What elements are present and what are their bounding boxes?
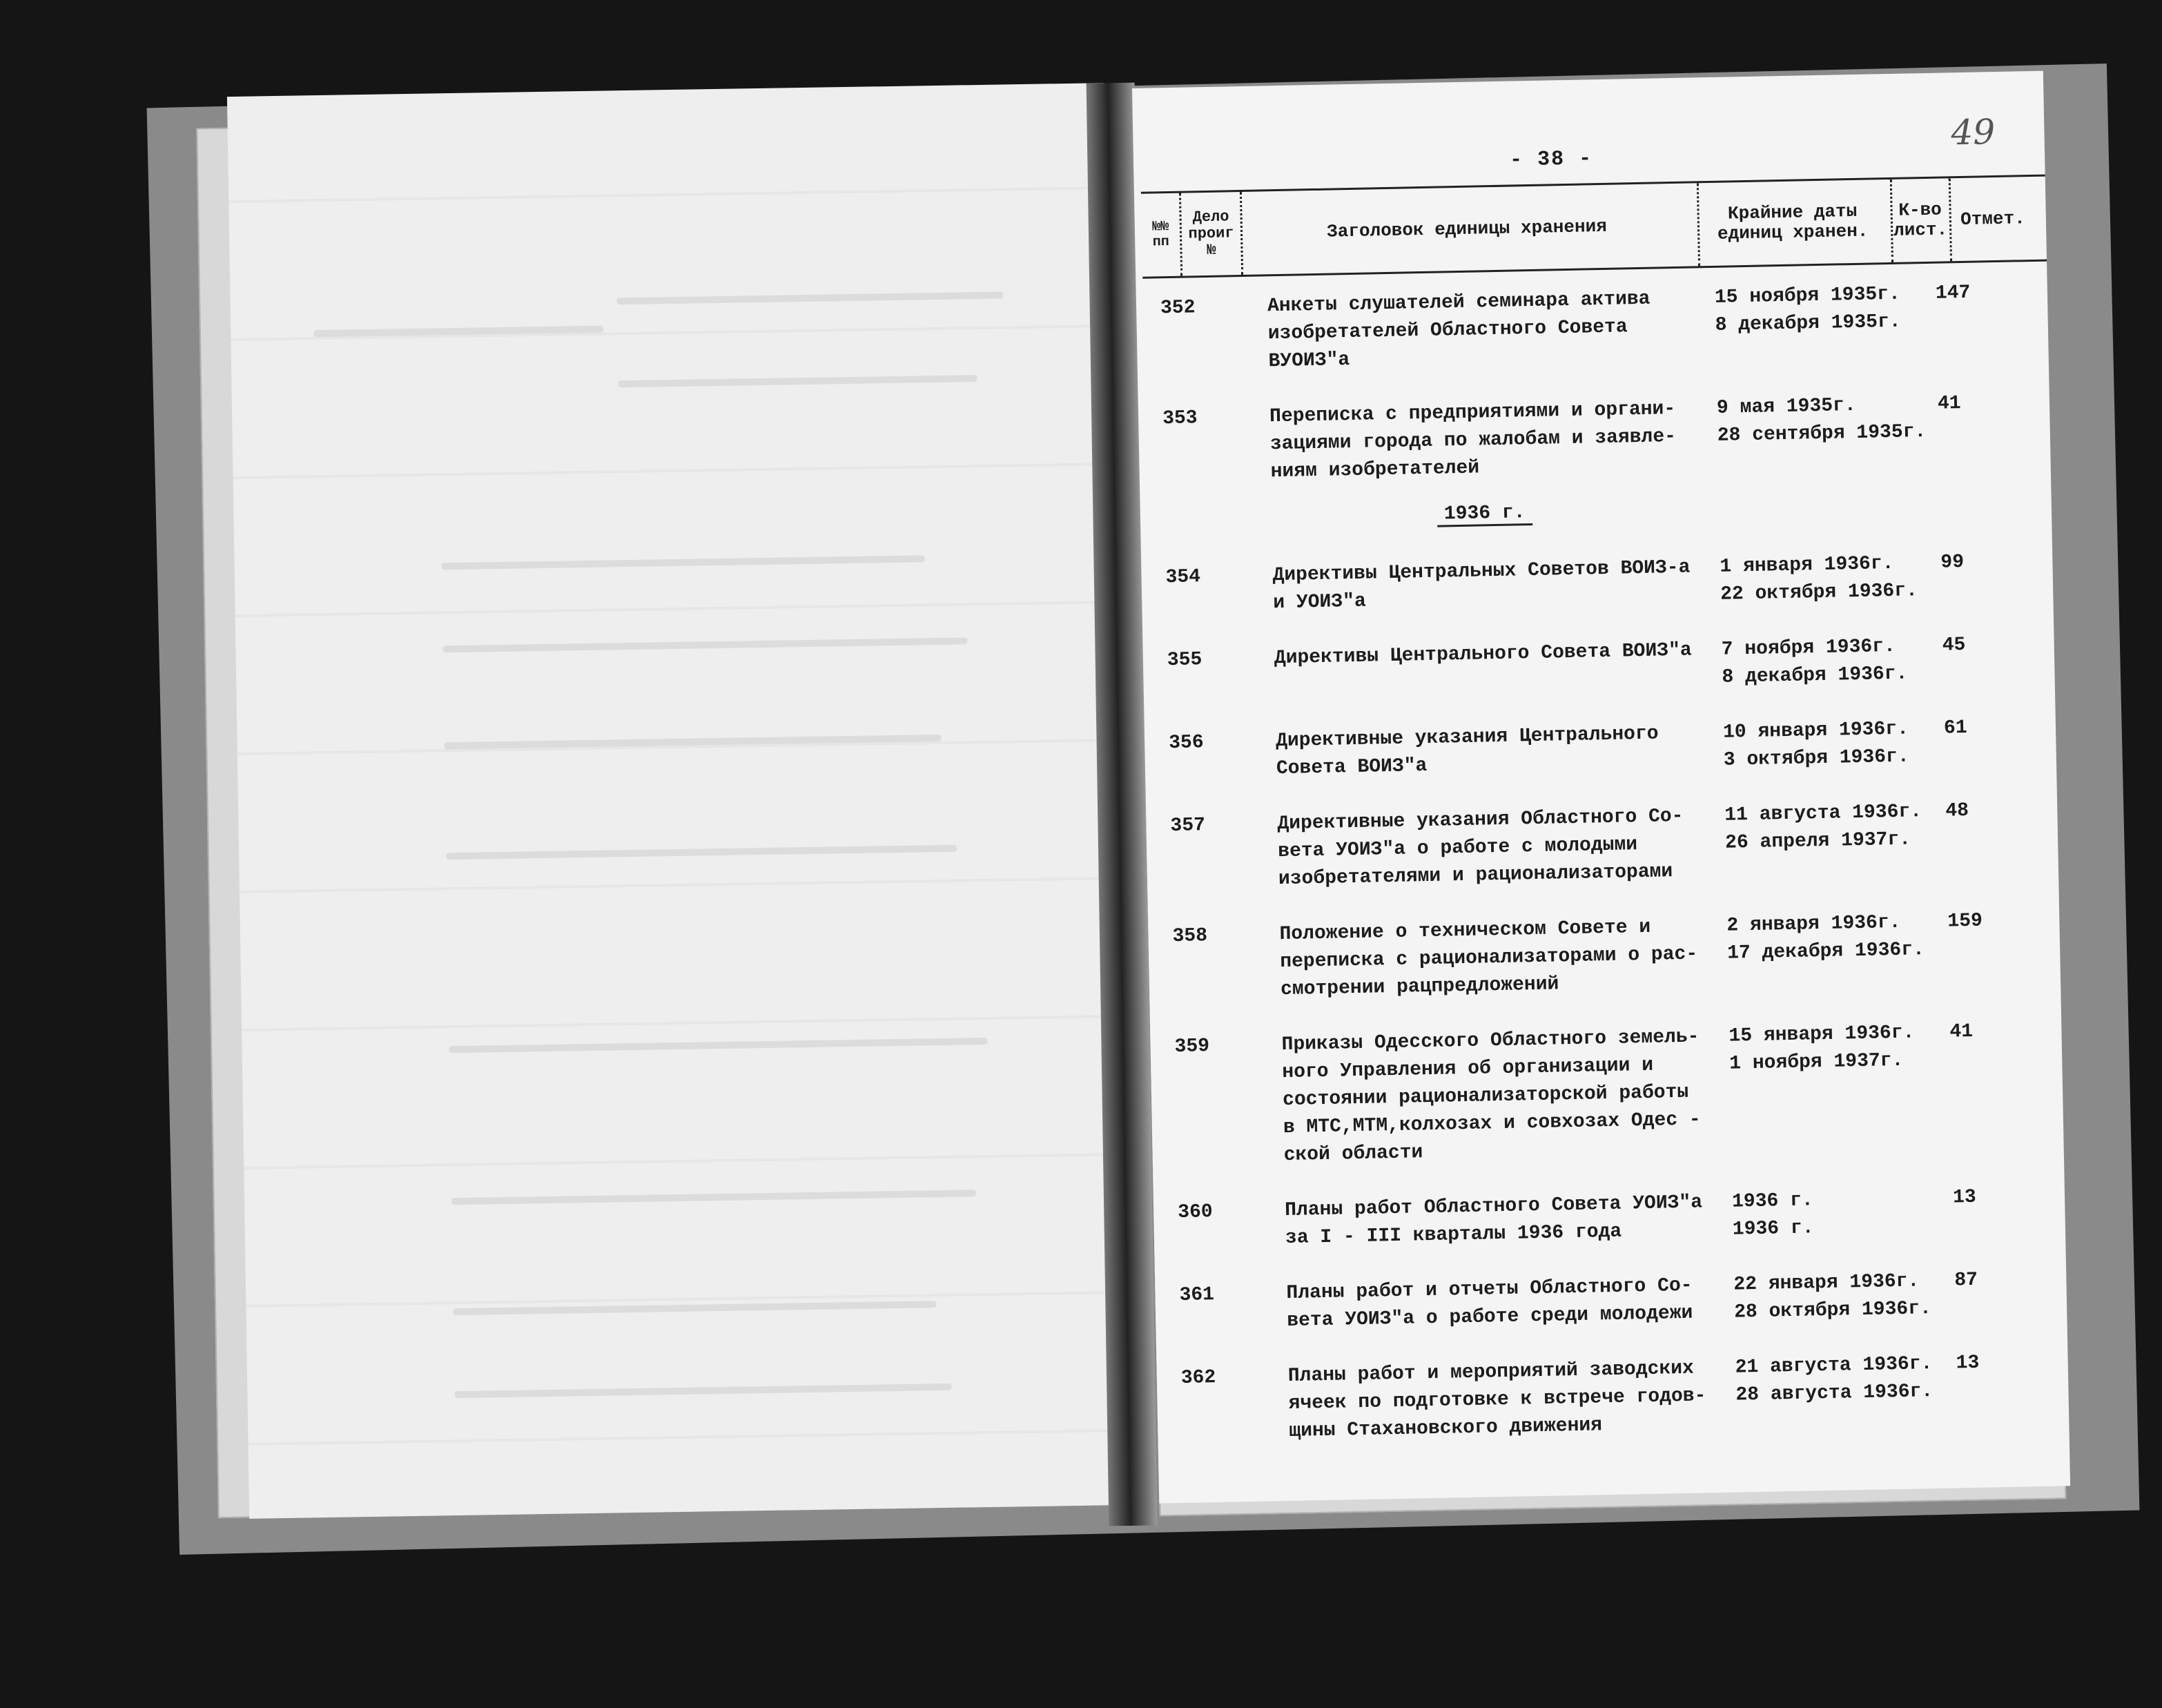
row-title-line: Директивные указания Центрального xyxy=(1275,723,1659,753)
row-title-line: за I - III кварталы 1936 года xyxy=(1285,1221,1622,1250)
row-title-line: состоянии рационализаторской работы xyxy=(1282,1081,1689,1112)
row-title-line: переписка с рационализаторами о рас- xyxy=(1280,943,1698,973)
row-date-start: 1 января 1936г. xyxy=(1720,552,1894,578)
table-row xyxy=(1151,713,2049,780)
row-title-line: ячеек по подготовке к встрече годов- xyxy=(1288,1385,1706,1415)
row-dates xyxy=(1732,1184,1954,1243)
row-title-line: Директивы Центральных Советов ВОИЗ-а xyxy=(1272,556,1691,587)
row-date-end: 17 декабря 1936г. xyxy=(1726,939,1925,964)
row-title xyxy=(1286,1272,1728,1335)
row-number: 360 xyxy=(1177,1201,1213,1224)
row-title xyxy=(1279,913,1722,1004)
row-title xyxy=(1277,802,1720,893)
row-dates xyxy=(1733,1267,1955,1326)
row-title-line: в МТС,МТМ,колхозах и совхозах Одес - xyxy=(1283,1109,1702,1139)
row-number: 362 xyxy=(1180,1367,1216,1389)
row-date-start: 2 января 1936г. xyxy=(1726,911,1901,937)
row-date-end: 26 апреля 1937г. xyxy=(1724,828,1911,854)
row-title xyxy=(1269,395,1713,486)
header-dates: Крайние даты единиц хранен. xyxy=(1717,201,1869,244)
row-title-line: ниям изобретателей xyxy=(1270,457,1480,483)
row-sheet-count: 13 xyxy=(1952,1186,1976,1209)
row-date-start: 15 ноября 1935г. xyxy=(1714,283,1901,309)
row-date-start: 1936 г. xyxy=(1731,1190,1814,1213)
row-title-line: изобретателями и рационализаторами xyxy=(1278,861,1673,891)
row-title-line: Директивы Центрального Совета ВОИЗ"а xyxy=(1274,639,1692,670)
row-sheet-count: 41 xyxy=(1949,1020,1974,1043)
row-title-line: Директивные указания Областного Со- xyxy=(1277,805,1684,835)
row-title-line: щины Стахановского движения xyxy=(1289,1415,1603,1442)
table-row xyxy=(1148,547,2045,614)
row-title xyxy=(1276,719,1718,783)
table-row xyxy=(1155,906,2052,1001)
header-number: №№ пп xyxy=(1152,219,1170,251)
row-number: 354 xyxy=(1165,566,1201,589)
row-dates xyxy=(1726,909,1948,968)
left-page-blank xyxy=(227,83,1126,1519)
handwritten-sheet-number: 49 xyxy=(1950,112,1996,153)
row-number: 353 xyxy=(1162,407,1198,430)
row-title xyxy=(1272,554,1715,617)
row-title-line: изобретателей Областного Совета xyxy=(1267,316,1628,345)
row-date-start: 10 января 1936г. xyxy=(1722,718,1909,744)
row-date-start: 15 января 1936г. xyxy=(1728,1022,1915,1047)
row-sheet-count: 61 xyxy=(1943,717,1967,739)
row-number: 361 xyxy=(1179,1284,1215,1307)
row-dates xyxy=(1717,391,1938,450)
row-title-line: вета УОИЗ"а о работе с молодыми xyxy=(1277,834,1638,863)
row-title xyxy=(1285,1189,1727,1252)
row-sheet-count: 13 xyxy=(1956,1352,1980,1375)
row-title-line: вета УОИЗ"а о работе среди молодежи xyxy=(1287,1302,1693,1332)
table-header xyxy=(1141,175,2047,279)
row-date-end: 1936 г. xyxy=(1732,1217,1814,1241)
header-case: Дело проиг № xyxy=(1188,208,1234,260)
row-number: 352 xyxy=(1160,297,1196,320)
row-title xyxy=(1274,637,1717,672)
row-dates xyxy=(1735,1350,1956,1409)
row-title-line: зациями города по жалобам и заявле- xyxy=(1269,425,1677,456)
row-date-end: 28 октября 1936г. xyxy=(1733,1298,1932,1323)
row-sheet-count: 41 xyxy=(1937,393,1961,415)
header-notes: Отмет. xyxy=(1960,207,2025,230)
row-title xyxy=(1267,284,1711,376)
row-date-end: 8 декабря 1936г. xyxy=(1722,663,1908,688)
row-sheet-count: 45 xyxy=(1942,634,1966,657)
row-title-line: и УОИЗ"а xyxy=(1273,590,1367,614)
row-number: 355 xyxy=(1167,649,1202,672)
row-date-end: 3 октября 1936г. xyxy=(1723,746,1909,771)
row-title-line: Приказы Одесского Областного земель- xyxy=(1281,1026,1700,1056)
row-title-line: смотрении рацпредложений xyxy=(1280,973,1559,1001)
table-row xyxy=(1162,1265,2059,1332)
row-sheet-count: 48 xyxy=(1945,799,1969,822)
year-section-heading: 1936 г. xyxy=(1437,502,1532,527)
row-dates xyxy=(1724,798,1946,857)
row-number: 359 xyxy=(1174,1036,1210,1058)
row-sheet-count: 159 xyxy=(1947,910,1983,933)
row-date-start: 22 января 1936г. xyxy=(1733,1270,1920,1296)
table-row xyxy=(1153,796,2050,891)
row-number: 357 xyxy=(1170,815,1206,837)
row-date-end: 1 ноября 1937г. xyxy=(1728,1049,1904,1075)
row-date-end: 22 октября 1936г. xyxy=(1720,580,1918,605)
row-title-line: ской области xyxy=(1283,1142,1423,1167)
row-date-end: 8 декабря 1935г. xyxy=(1715,311,1901,336)
row-date-start: 11 августа 1936г. xyxy=(1724,801,1922,826)
table-row xyxy=(1164,1348,2061,1442)
row-dates xyxy=(1720,550,1941,609)
row-sheet-count: 87 xyxy=(1954,1269,1978,1292)
right-page xyxy=(1132,71,2070,1504)
row-sheet-count: 99 xyxy=(1940,551,1965,574)
table-row xyxy=(1157,1017,2054,1167)
table-row xyxy=(1150,630,2047,688)
row-date-start: 7 ноября 1936г. xyxy=(1721,635,1896,661)
row-date-start: 21 августа 1936г. xyxy=(1735,1353,1933,1379)
table-row xyxy=(1145,389,2043,483)
row-title-line: Переписка с предприятиями и органи- xyxy=(1269,398,1676,428)
row-dates xyxy=(1721,632,1942,692)
row-title xyxy=(1287,1355,1731,1446)
row-dates xyxy=(1715,280,1936,340)
row-date-start: 9 мая 1935г. xyxy=(1716,394,1856,419)
table-row xyxy=(1160,1183,2058,1250)
row-title-line: ВУОИЗ"а xyxy=(1268,349,1350,373)
row-title-line: ного Управления об организации и xyxy=(1282,1054,1654,1084)
row-title-line: Положение о техническом Совете и xyxy=(1279,916,1651,946)
row-dates xyxy=(1728,1019,1950,1078)
row-number: 358 xyxy=(1172,925,1208,948)
row-sheet-count: 147 xyxy=(1935,282,1971,304)
row-dates xyxy=(1723,715,1945,775)
row-title-line: Планы работ и мероприятий заводских xyxy=(1287,1357,1695,1388)
row-title xyxy=(1281,1023,1726,1170)
header-title: Заголовок единицы хранения xyxy=(1326,215,1608,242)
row-title-line: Совета ВОИЗ"а xyxy=(1276,755,1428,780)
header-sheets: К-во лист. xyxy=(1893,199,1948,241)
row-title-line: Анкеты слушателей семинара актива xyxy=(1267,288,1650,318)
row-date-end: 28 августа 1936г. xyxy=(1735,1381,1934,1406)
table-row xyxy=(1143,278,2041,373)
row-title-line: Планы работ и отчеты Областного Со- xyxy=(1286,1274,1693,1305)
page-number: - 38 - xyxy=(1509,147,1593,173)
row-number: 356 xyxy=(1168,732,1204,755)
row-title-line: Планы работ Областного Совета УОИЗ"а xyxy=(1284,1192,1703,1222)
row-date-end: 28 сентября 1935г. xyxy=(1717,421,1927,447)
